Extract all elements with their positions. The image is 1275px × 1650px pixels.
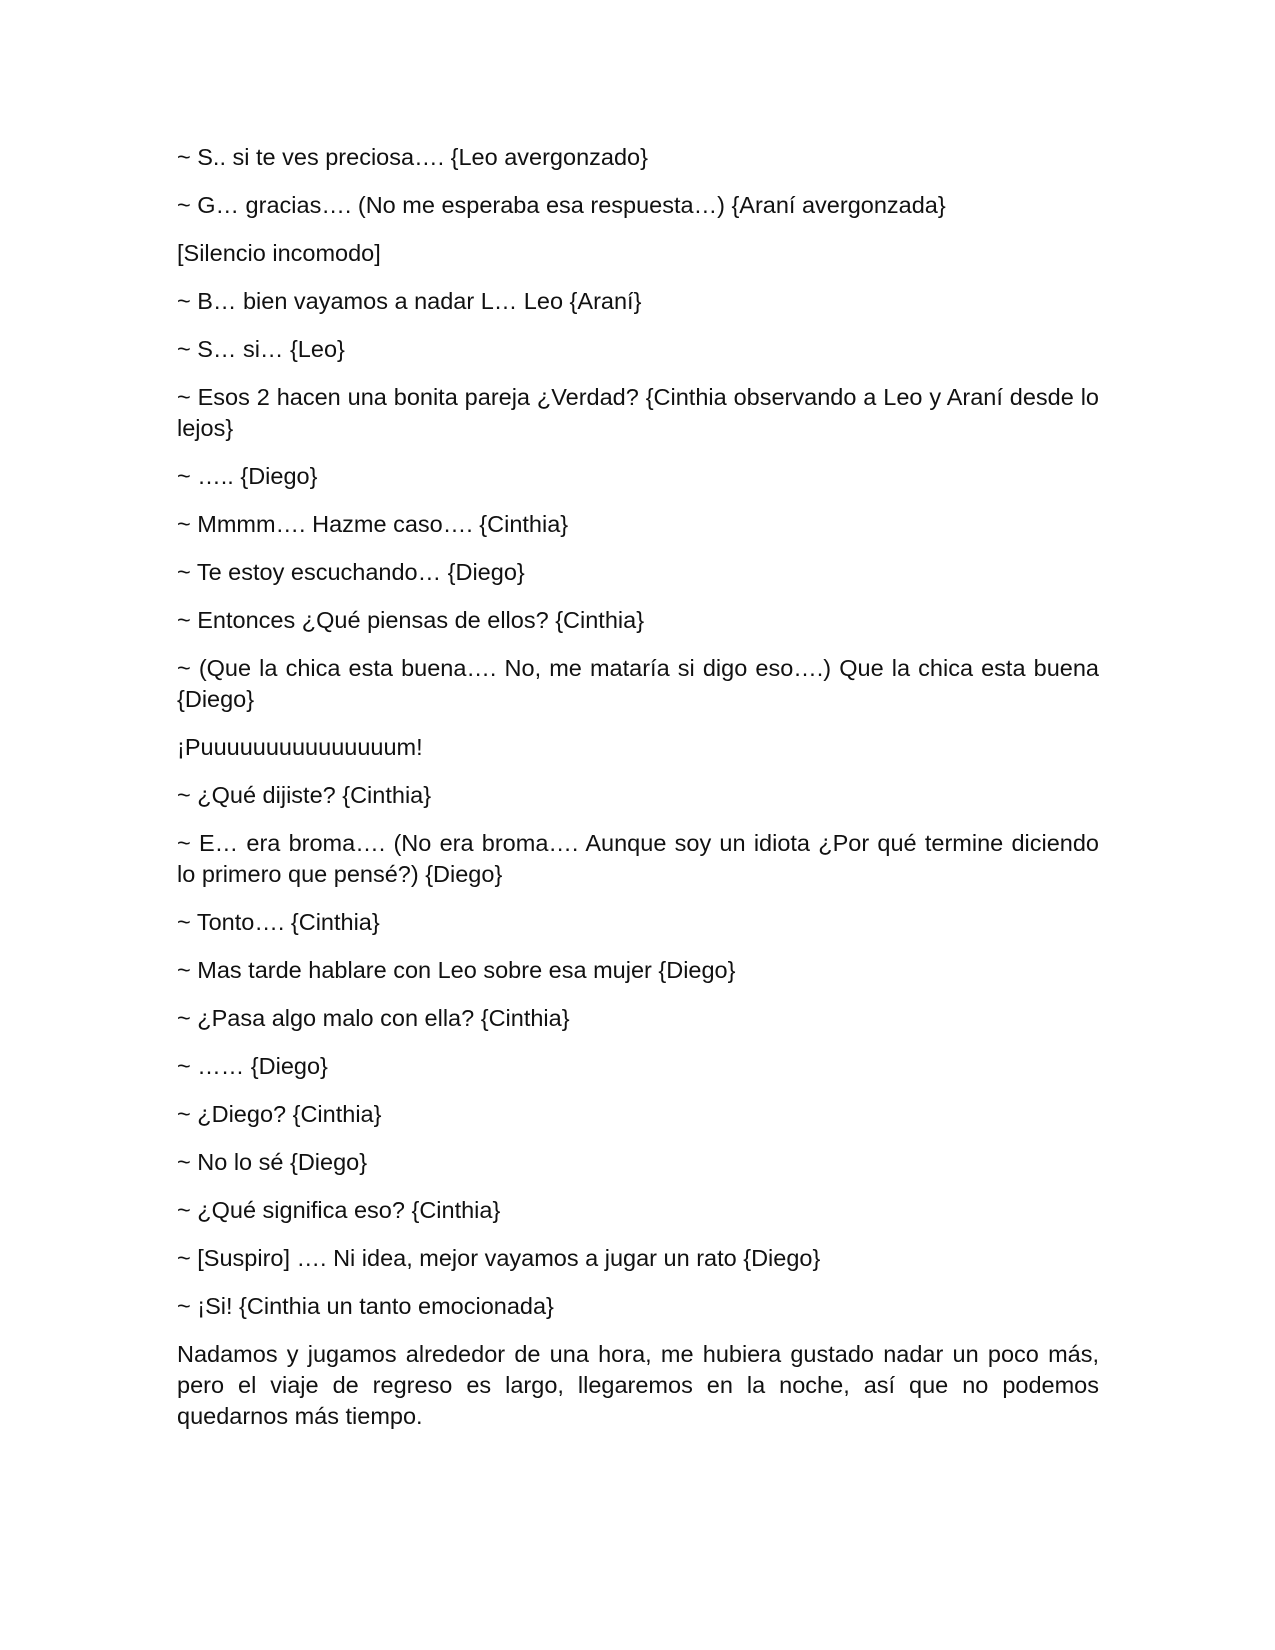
paragraph: ~ Entonces ¿Qué piensas de ellos? {Cinthia} bbox=[177, 607, 645, 633]
document-page bbox=[177, 142, 1099, 1432]
paragraph: ~ …… {Diego} bbox=[177, 1053, 328, 1079]
paragraph: ~ (Que la chica esta buena…. No, me mataría si digo eso….) Que la chica esta buena {Diego} bbox=[177, 655, 1099, 712]
paragraph: ~ ¡Si! {Cinthia un tanto emocionada} bbox=[177, 1293, 554, 1319]
paragraph: ¡Puuuuuuuuuuuuuuum! bbox=[177, 734, 423, 760]
paragraph: ~ ¿Qué significa eso? {Cinthia} bbox=[177, 1197, 501, 1223]
paragraph: ~ E… era broma…. (No era broma…. Aunque soy un idiota ¿Por qué termine diciendo lo primero que pensé?) {Diego} bbox=[177, 830, 1099, 887]
paragraph: Nadamos y jugamos alrededor de una hora, me hubiera gustado nadar un poco más, pero el viaje de regreso es largo, llegaremos en la noche, así que no podemos quedarnos más tiempo. bbox=[177, 1341, 1099, 1429]
paragraph: ~ ¿Qué dijiste? {Cinthia} bbox=[177, 782, 432, 808]
paragraph: ~ Te estoy escuchando… {Diego} bbox=[177, 559, 525, 585]
paragraph: ~ Mmmm…. Hazme caso…. {Cinthia} bbox=[177, 511, 569, 537]
paragraph: ~ ….. {Diego} bbox=[177, 463, 318, 489]
paragraph: ~ G… gracias…. (No me esperaba esa respuesta…) {Araní avergonzada} bbox=[177, 192, 946, 218]
paragraph: ~ S.. si te ves preciosa…. {Leo avergonzado} bbox=[177, 144, 648, 170]
paragraph: ~ ¿Pasa algo malo con ella? {Cinthia} bbox=[177, 1005, 570, 1031]
paragraph: ~ [Suspiro] …. Ni idea, mejor vayamos a jugar un rato {Diego} bbox=[177, 1245, 821, 1271]
paragraph: ~ Esos 2 hacen una bonita pareja ¿Verdad? {Cinthia observando a Leo y Araní desde lo lejos} bbox=[177, 384, 1099, 441]
paragraph: ~ B… bien vayamos a nadar L… Leo {Araní} bbox=[177, 288, 642, 314]
paragraph: ~ Mas tarde hablare con Leo sobre esa mujer {Diego} bbox=[177, 957, 736, 983]
paragraph: ~ ¿Diego? {Cinthia} bbox=[177, 1101, 382, 1127]
paragraph: [Silencio incomodo] bbox=[177, 240, 381, 266]
paragraph: ~ Tonto…. {Cinthia} bbox=[177, 909, 380, 935]
paragraph: ~ S… si… {Leo} bbox=[177, 336, 345, 362]
paragraph: ~ No lo sé {Diego} bbox=[177, 1149, 368, 1175]
